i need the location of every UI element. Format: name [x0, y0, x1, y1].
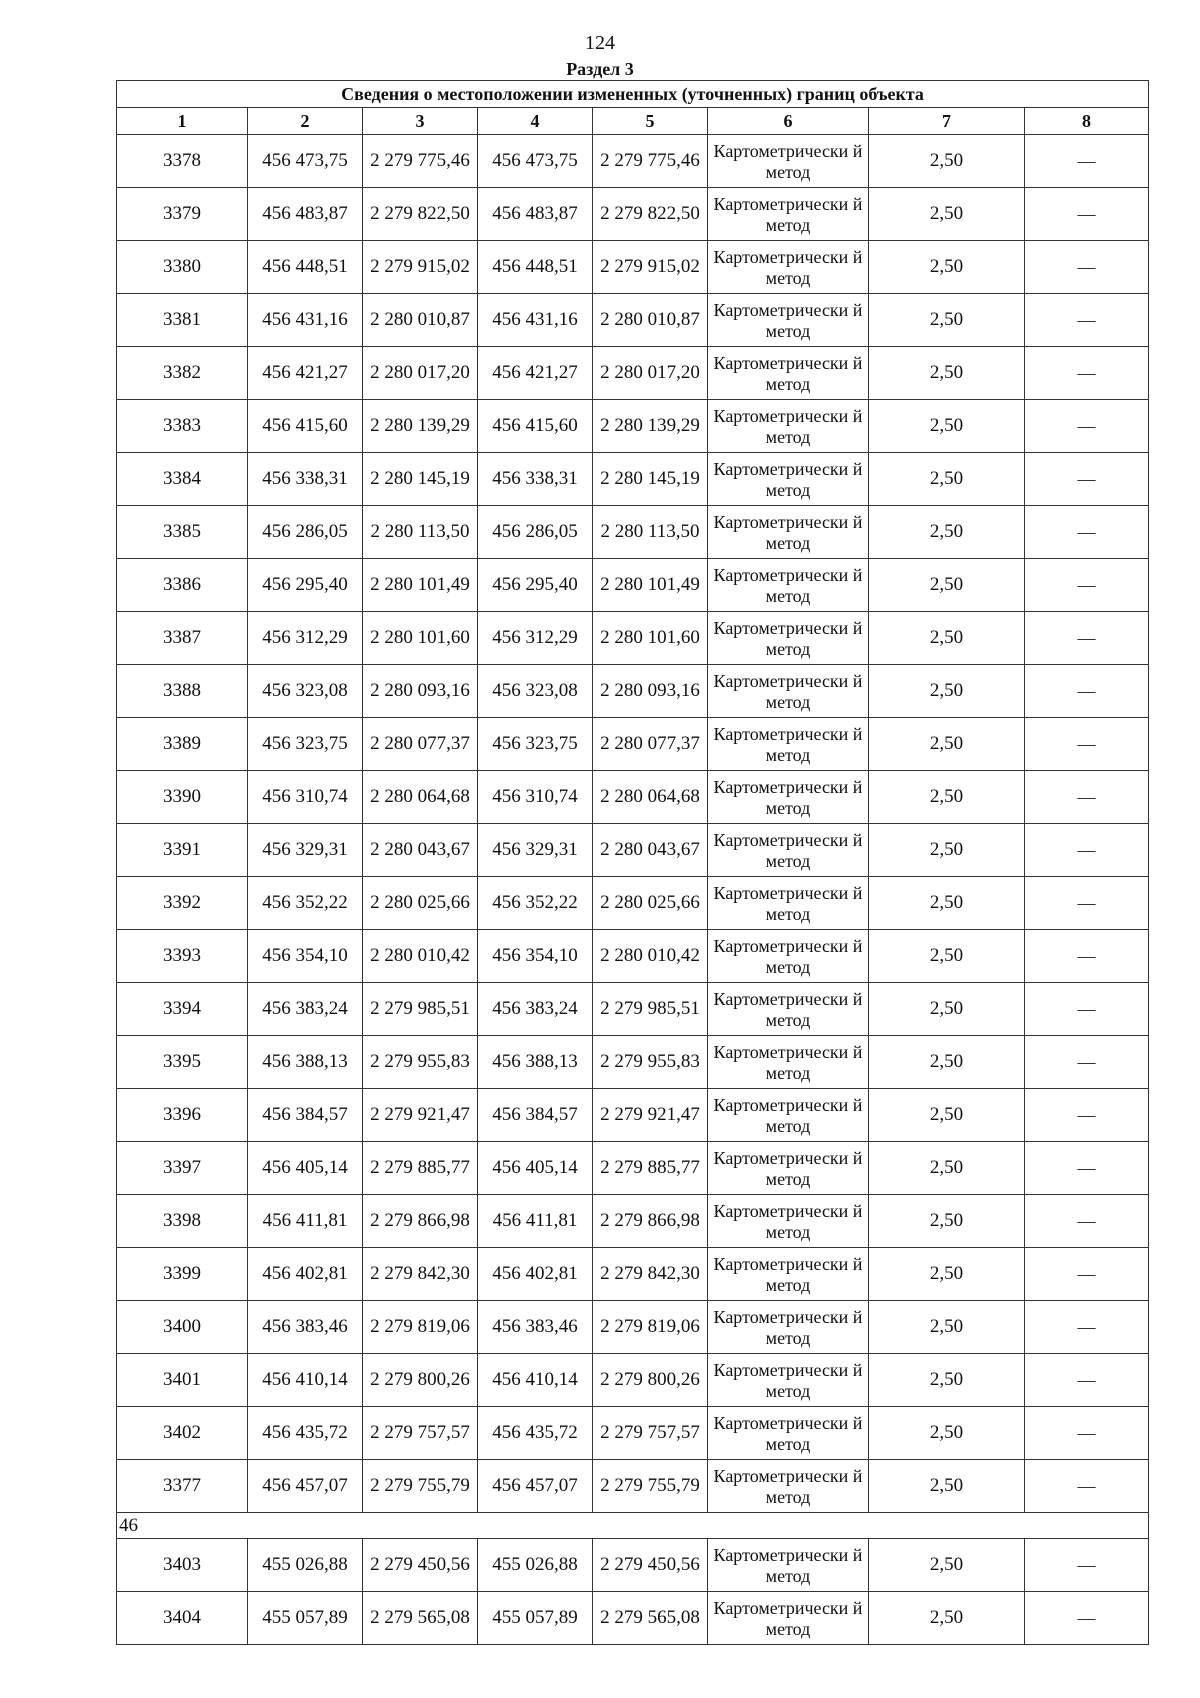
table-body	[117, 135, 1149, 1645]
cell-description: —	[1025, 1354, 1149, 1407]
table-row	[117, 506, 1149, 559]
table-row	[117, 294, 1149, 347]
column-number-2: 2	[248, 108, 363, 135]
cell-point-number: 3398	[117, 1195, 248, 1248]
cell-point-number: 3378	[117, 135, 248, 188]
column-number-8: 8	[1025, 108, 1149, 135]
table-row	[117, 400, 1149, 453]
cell-y-new: 2 279 866,98	[593, 1195, 708, 1248]
cell-x-old: 456 431,16	[248, 294, 363, 347]
cell-method: Картометрически й метод	[708, 188, 869, 241]
cell-x-old: 456 312,29	[248, 612, 363, 665]
cell-accuracy: 2,50	[869, 771, 1025, 824]
cell-x-old: 456 323,08	[248, 665, 363, 718]
cell-point-number: 3401	[117, 1354, 248, 1407]
contour-number: 46	[117, 1513, 1149, 1539]
cell-y-new: 2 280 113,50	[593, 506, 708, 559]
cell-y-new: 2 280 043,67	[593, 824, 708, 877]
cell-method: Картометрически й метод	[708, 241, 869, 294]
cell-y-new: 2 280 101,49	[593, 559, 708, 612]
cell-x-old: 456 354,10	[248, 930, 363, 983]
cell-description: —	[1025, 241, 1149, 294]
cell-y-new: 2 279 885,77	[593, 1142, 708, 1195]
cell-x-new: 456 435,72	[478, 1407, 593, 1460]
cell-method: Картометрически й метод	[708, 1036, 869, 1089]
cell-method: Картометрически й метод	[708, 1195, 869, 1248]
cell-x-old: 456 410,14	[248, 1354, 363, 1407]
cell-accuracy: 2,50	[869, 400, 1025, 453]
cell-point-number: 3402	[117, 1407, 248, 1460]
cell-x-new: 456 295,40	[478, 559, 593, 612]
cell-description: —	[1025, 1142, 1149, 1195]
cell-point-number: 3386	[117, 559, 248, 612]
cell-accuracy: 2,50	[869, 665, 1025, 718]
cell-x-old: 456 402,81	[248, 1248, 363, 1301]
cell-y-old: 2 280 145,19	[363, 453, 478, 506]
cell-y-old: 2 280 010,42	[363, 930, 478, 983]
cell-method: Картометрически й метод	[708, 665, 869, 718]
cell-x-old: 456 383,24	[248, 983, 363, 1036]
cell-description: —	[1025, 718, 1149, 771]
cell-accuracy: 2,50	[869, 506, 1025, 559]
table-row	[117, 665, 1149, 718]
cell-x-old: 456 329,31	[248, 824, 363, 877]
cell-x-new: 456 402,81	[478, 1248, 593, 1301]
table-caption: Сведения о местоположении измененных (уточненных) границ объекта	[117, 81, 1149, 108]
cell-method: Картометрически й метод	[708, 1407, 869, 1460]
cell-accuracy: 2,50	[869, 1248, 1025, 1301]
boundary-coordinates-table	[116, 80, 1149, 1645]
cell-accuracy: 2,50	[869, 612, 1025, 665]
cell-accuracy: 2,50	[869, 1195, 1025, 1248]
cell-x-new: 456 329,31	[478, 824, 593, 877]
cell-y-new: 2 279 822,50	[593, 188, 708, 241]
cell-description: —	[1025, 1460, 1149, 1513]
cell-x-old: 456 323,75	[248, 718, 363, 771]
cell-point-number: 3404	[117, 1592, 248, 1645]
cell-point-number: 3379	[117, 188, 248, 241]
cell-point-number: 3393	[117, 930, 248, 983]
cell-x-new: 456 383,46	[478, 1301, 593, 1354]
cell-method: Картометрически й метод	[708, 1301, 869, 1354]
table-row	[117, 241, 1149, 294]
cell-method: Картометрически й метод	[708, 877, 869, 930]
cell-x-old: 456 338,31	[248, 453, 363, 506]
cell-accuracy: 2,50	[869, 1301, 1025, 1354]
cell-method: Картометрически й метод	[708, 612, 869, 665]
cell-x-new: 456 310,74	[478, 771, 593, 824]
cell-y-old: 2 280 064,68	[363, 771, 478, 824]
cell-x-new: 456 410,14	[478, 1354, 593, 1407]
cell-y-old: 2 279 921,47	[363, 1089, 478, 1142]
cell-accuracy: 2,50	[869, 824, 1025, 877]
cell-x-new: 455 057,89	[478, 1592, 593, 1645]
cell-x-old: 456 352,22	[248, 877, 363, 930]
table-row	[117, 718, 1149, 771]
cell-x-new: 456 352,22	[478, 877, 593, 930]
column-number-7: 7	[869, 108, 1025, 135]
cell-y-new: 2 279 955,83	[593, 1036, 708, 1089]
cell-point-number: 3385	[117, 506, 248, 559]
cell-y-old: 2 280 113,50	[363, 506, 478, 559]
cell-x-new: 456 388,13	[478, 1036, 593, 1089]
cell-point-number: 3380	[117, 241, 248, 294]
cell-x-new: 456 457,07	[478, 1460, 593, 1513]
cell-method: Картометрически й метод	[708, 1460, 869, 1513]
cell-x-new: 456 421,27	[478, 347, 593, 400]
cell-y-new: 2 280 145,19	[593, 453, 708, 506]
column-number-row	[117, 108, 1149, 135]
cell-description: —	[1025, 1592, 1149, 1645]
cell-x-old: 456 448,51	[248, 241, 363, 294]
cell-description: —	[1025, 347, 1149, 400]
cell-description: —	[1025, 1036, 1149, 1089]
cell-method: Картометрически й метод	[708, 930, 869, 983]
cell-description: —	[1025, 930, 1149, 983]
cell-point-number: 3387	[117, 612, 248, 665]
cell-y-new: 2 280 017,20	[593, 347, 708, 400]
cell-description: —	[1025, 453, 1149, 506]
cell-description: —	[1025, 877, 1149, 930]
table-row	[117, 1460, 1149, 1513]
cell-x-old: 456 483,87	[248, 188, 363, 241]
cell-description: —	[1025, 1407, 1149, 1460]
cell-y-new: 2 280 064,68	[593, 771, 708, 824]
table-row	[117, 188, 1149, 241]
cell-accuracy: 2,50	[869, 983, 1025, 1036]
cell-y-new: 2 280 010,42	[593, 930, 708, 983]
cell-x-old: 455 057,89	[248, 1592, 363, 1645]
cell-accuracy: 2,50	[869, 1539, 1025, 1592]
cell-y-new: 2 279 842,30	[593, 1248, 708, 1301]
cell-x-new: 456 312,29	[478, 612, 593, 665]
cell-description: —	[1025, 1248, 1149, 1301]
table-row	[117, 1036, 1149, 1089]
cell-description: —	[1025, 400, 1149, 453]
cell-method: Картометрически й метод	[708, 1142, 869, 1195]
cell-y-old: 2 279 755,79	[363, 1460, 478, 1513]
cell-x-old: 456 415,60	[248, 400, 363, 453]
cell-y-old: 2 280 077,37	[363, 718, 478, 771]
cell-point-number: 3388	[117, 665, 248, 718]
cell-method: Картометрически й метод	[708, 824, 869, 877]
cell-point-number: 3396	[117, 1089, 248, 1142]
cell-description: —	[1025, 135, 1149, 188]
cell-method: Картометрически й метод	[708, 771, 869, 824]
cell-y-new: 2 279 755,79	[593, 1460, 708, 1513]
cell-y-old: 2 279 985,51	[363, 983, 478, 1036]
cell-y-old: 2 279 915,02	[363, 241, 478, 294]
cell-y-old: 2 279 819,06	[363, 1301, 478, 1354]
cell-point-number: 3382	[117, 347, 248, 400]
cell-y-old: 2 280 101,60	[363, 612, 478, 665]
cell-accuracy: 2,50	[869, 1592, 1025, 1645]
cell-point-number: 3390	[117, 771, 248, 824]
cell-y-old: 2 279 565,08	[363, 1592, 478, 1645]
cell-accuracy: 2,50	[869, 241, 1025, 294]
cell-y-new: 2 279 819,06	[593, 1301, 708, 1354]
cell-accuracy: 2,50	[869, 188, 1025, 241]
cell-accuracy: 2,50	[869, 877, 1025, 930]
cell-x-new: 456 411,81	[478, 1195, 593, 1248]
cell-point-number: 3391	[117, 824, 248, 877]
cell-point-number: 3397	[117, 1142, 248, 1195]
cell-y-old: 2 280 093,16	[363, 665, 478, 718]
cell-accuracy: 2,50	[869, 135, 1025, 188]
cell-x-new: 456 431,16	[478, 294, 593, 347]
column-number-4: 4	[478, 108, 593, 135]
cell-x-new: 456 338,31	[478, 453, 593, 506]
cell-y-new: 2 280 077,37	[593, 718, 708, 771]
cell-x-old: 456 286,05	[248, 506, 363, 559]
table-row	[117, 1354, 1149, 1407]
cell-y-old: 2 279 842,30	[363, 1248, 478, 1301]
cell-description: —	[1025, 612, 1149, 665]
cell-description: —	[1025, 983, 1149, 1036]
cell-x-old: 456 310,74	[248, 771, 363, 824]
cell-point-number: 3381	[117, 294, 248, 347]
cell-y-new: 2 280 139,29	[593, 400, 708, 453]
cell-y-new: 2 279 450,56	[593, 1539, 708, 1592]
cell-point-number: 3395	[117, 1036, 248, 1089]
cell-y-new: 2 280 025,66	[593, 877, 708, 930]
cell-accuracy: 2,50	[869, 1089, 1025, 1142]
cell-point-number: 3389	[117, 718, 248, 771]
section-title: Раздел 3	[566, 59, 634, 79]
column-number-3: 3	[363, 108, 478, 135]
cell-y-old: 2 280 010,87	[363, 294, 478, 347]
table-row	[117, 1407, 1149, 1460]
cell-accuracy: 2,50	[869, 347, 1025, 400]
cell-y-old: 2 280 043,67	[363, 824, 478, 877]
cell-method: Картометрически й метод	[708, 1354, 869, 1407]
cell-x-old: 456 295,40	[248, 559, 363, 612]
cell-accuracy: 2,50	[869, 559, 1025, 612]
cell-accuracy: 2,50	[869, 1036, 1025, 1089]
table-row	[117, 1248, 1149, 1301]
cell-y-new: 2 279 775,46	[593, 135, 708, 188]
cell-description: —	[1025, 824, 1149, 877]
cell-method: Картометрически й метод	[708, 347, 869, 400]
cell-point-number: 3392	[117, 877, 248, 930]
cell-y-new: 2 279 985,51	[593, 983, 708, 1036]
cell-x-old: 456 388,13	[248, 1036, 363, 1089]
cell-x-old: 455 026,88	[248, 1539, 363, 1592]
table-row	[117, 877, 1149, 930]
cell-accuracy: 2,50	[869, 294, 1025, 347]
cell-description: —	[1025, 1539, 1149, 1592]
cell-method: Картометрически й метод	[708, 453, 869, 506]
cell-method: Картометрически й метод	[708, 983, 869, 1036]
cell-x-new: 456 448,51	[478, 241, 593, 294]
cell-accuracy: 2,50	[869, 1354, 1025, 1407]
cell-x-old: 456 411,81	[248, 1195, 363, 1248]
cell-description: —	[1025, 506, 1149, 559]
cell-x-old: 456 384,57	[248, 1089, 363, 1142]
cell-description: —	[1025, 1089, 1149, 1142]
cell-description: —	[1025, 559, 1149, 612]
cell-x-new: 456 473,75	[478, 135, 593, 188]
table-row	[117, 135, 1149, 188]
table-row	[117, 824, 1149, 877]
cell-x-new: 456 383,24	[478, 983, 593, 1036]
cell-x-old: 456 457,07	[248, 1460, 363, 1513]
table-row	[117, 771, 1149, 824]
cell-accuracy: 2,50	[869, 1460, 1025, 1513]
cell-method: Картометрически й метод	[708, 1592, 869, 1645]
table-row	[117, 1142, 1149, 1195]
cell-y-old: 2 280 017,20	[363, 347, 478, 400]
cell-y-old: 2 279 757,57	[363, 1407, 478, 1460]
cell-y-new: 2 279 915,02	[593, 241, 708, 294]
cell-accuracy: 2,50	[869, 1407, 1025, 1460]
table-row	[117, 347, 1149, 400]
cell-point-number: 3384	[117, 453, 248, 506]
column-number-6: 6	[708, 108, 869, 135]
cell-y-old: 2 279 885,77	[363, 1142, 478, 1195]
cell-y-new: 2 280 010,87	[593, 294, 708, 347]
cell-method: Картометрически й метод	[708, 294, 869, 347]
cell-method: Картометрически й метод	[708, 1089, 869, 1142]
column-number-1: 1	[117, 108, 248, 135]
cell-point-number: 3383	[117, 400, 248, 453]
cell-y-new: 2 279 921,47	[593, 1089, 708, 1142]
cell-y-new: 2 279 565,08	[593, 1592, 708, 1645]
cell-y-new: 2 280 093,16	[593, 665, 708, 718]
table-row	[117, 983, 1149, 1036]
cell-description: —	[1025, 771, 1149, 824]
cell-accuracy: 2,50	[869, 453, 1025, 506]
cell-y-new: 2 280 101,60	[593, 612, 708, 665]
cell-y-old: 2 279 450,56	[363, 1539, 478, 1592]
cell-y-old: 2 279 955,83	[363, 1036, 478, 1089]
cell-x-old: 456 383,46	[248, 1301, 363, 1354]
cell-x-new: 456 384,57	[478, 1089, 593, 1142]
cell-x-new: 456 415,60	[478, 400, 593, 453]
cell-x-old: 456 421,27	[248, 347, 363, 400]
cell-point-number: 3399	[117, 1248, 248, 1301]
cell-x-new: 456 354,10	[478, 930, 593, 983]
table-row	[117, 930, 1149, 983]
cell-accuracy: 2,50	[869, 930, 1025, 983]
cell-y-old: 2 280 139,29	[363, 400, 478, 453]
column-number-5: 5	[593, 108, 708, 135]
cell-description: —	[1025, 1195, 1149, 1248]
table-row	[117, 612, 1149, 665]
cell-description: —	[1025, 665, 1149, 718]
cell-x-new: 456 483,87	[478, 188, 593, 241]
cell-x-old: 456 473,75	[248, 135, 363, 188]
cell-method: Картометрически й метод	[708, 135, 869, 188]
cell-y-old: 2 279 800,26	[363, 1354, 478, 1407]
cell-point-number: 3377	[117, 1460, 248, 1513]
table-row	[117, 1539, 1149, 1592]
page-number: 124	[585, 32, 615, 54]
table-row	[117, 1301, 1149, 1354]
cell-point-number: 3403	[117, 1539, 248, 1592]
cell-x-new: 456 323,08	[478, 665, 593, 718]
contour-group-row	[117, 1513, 1149, 1539]
cell-method: Картометрически й метод	[708, 718, 869, 771]
cell-y-old: 2 280 025,66	[363, 877, 478, 930]
cell-accuracy: 2,50	[869, 1142, 1025, 1195]
cell-method: Картометрически й метод	[708, 506, 869, 559]
cell-method: Картометрически й метод	[708, 400, 869, 453]
cell-point-number: 3394	[117, 983, 248, 1036]
table-row	[117, 1195, 1149, 1248]
cell-method: Картометрически й метод	[708, 559, 869, 612]
cell-x-new: 455 026,88	[478, 1539, 593, 1592]
cell-x-new: 456 323,75	[478, 718, 593, 771]
table-row	[117, 1089, 1149, 1142]
cell-y-new: 2 279 800,26	[593, 1354, 708, 1407]
cell-y-old: 2 280 101,49	[363, 559, 478, 612]
cell-y-old: 2 279 866,98	[363, 1195, 478, 1248]
table-row	[117, 1592, 1149, 1645]
cell-x-new: 456 405,14	[478, 1142, 593, 1195]
cell-method: Картометрически й метод	[708, 1539, 869, 1592]
cell-y-old: 2 279 822,50	[363, 188, 478, 241]
cell-description: —	[1025, 1301, 1149, 1354]
table-row	[117, 559, 1149, 612]
cell-point-number: 3400	[117, 1301, 248, 1354]
table-row	[117, 453, 1149, 506]
cell-description: —	[1025, 188, 1149, 241]
cell-y-old: 2 279 775,46	[363, 135, 478, 188]
cell-x-old: 456 405,14	[248, 1142, 363, 1195]
cell-x-old: 456 435,72	[248, 1407, 363, 1460]
cell-description: —	[1025, 294, 1149, 347]
cell-x-new: 456 286,05	[478, 506, 593, 559]
cell-accuracy: 2,50	[869, 718, 1025, 771]
cell-method: Картометрически й метод	[708, 1248, 869, 1301]
cell-y-new: 2 279 757,57	[593, 1407, 708, 1460]
